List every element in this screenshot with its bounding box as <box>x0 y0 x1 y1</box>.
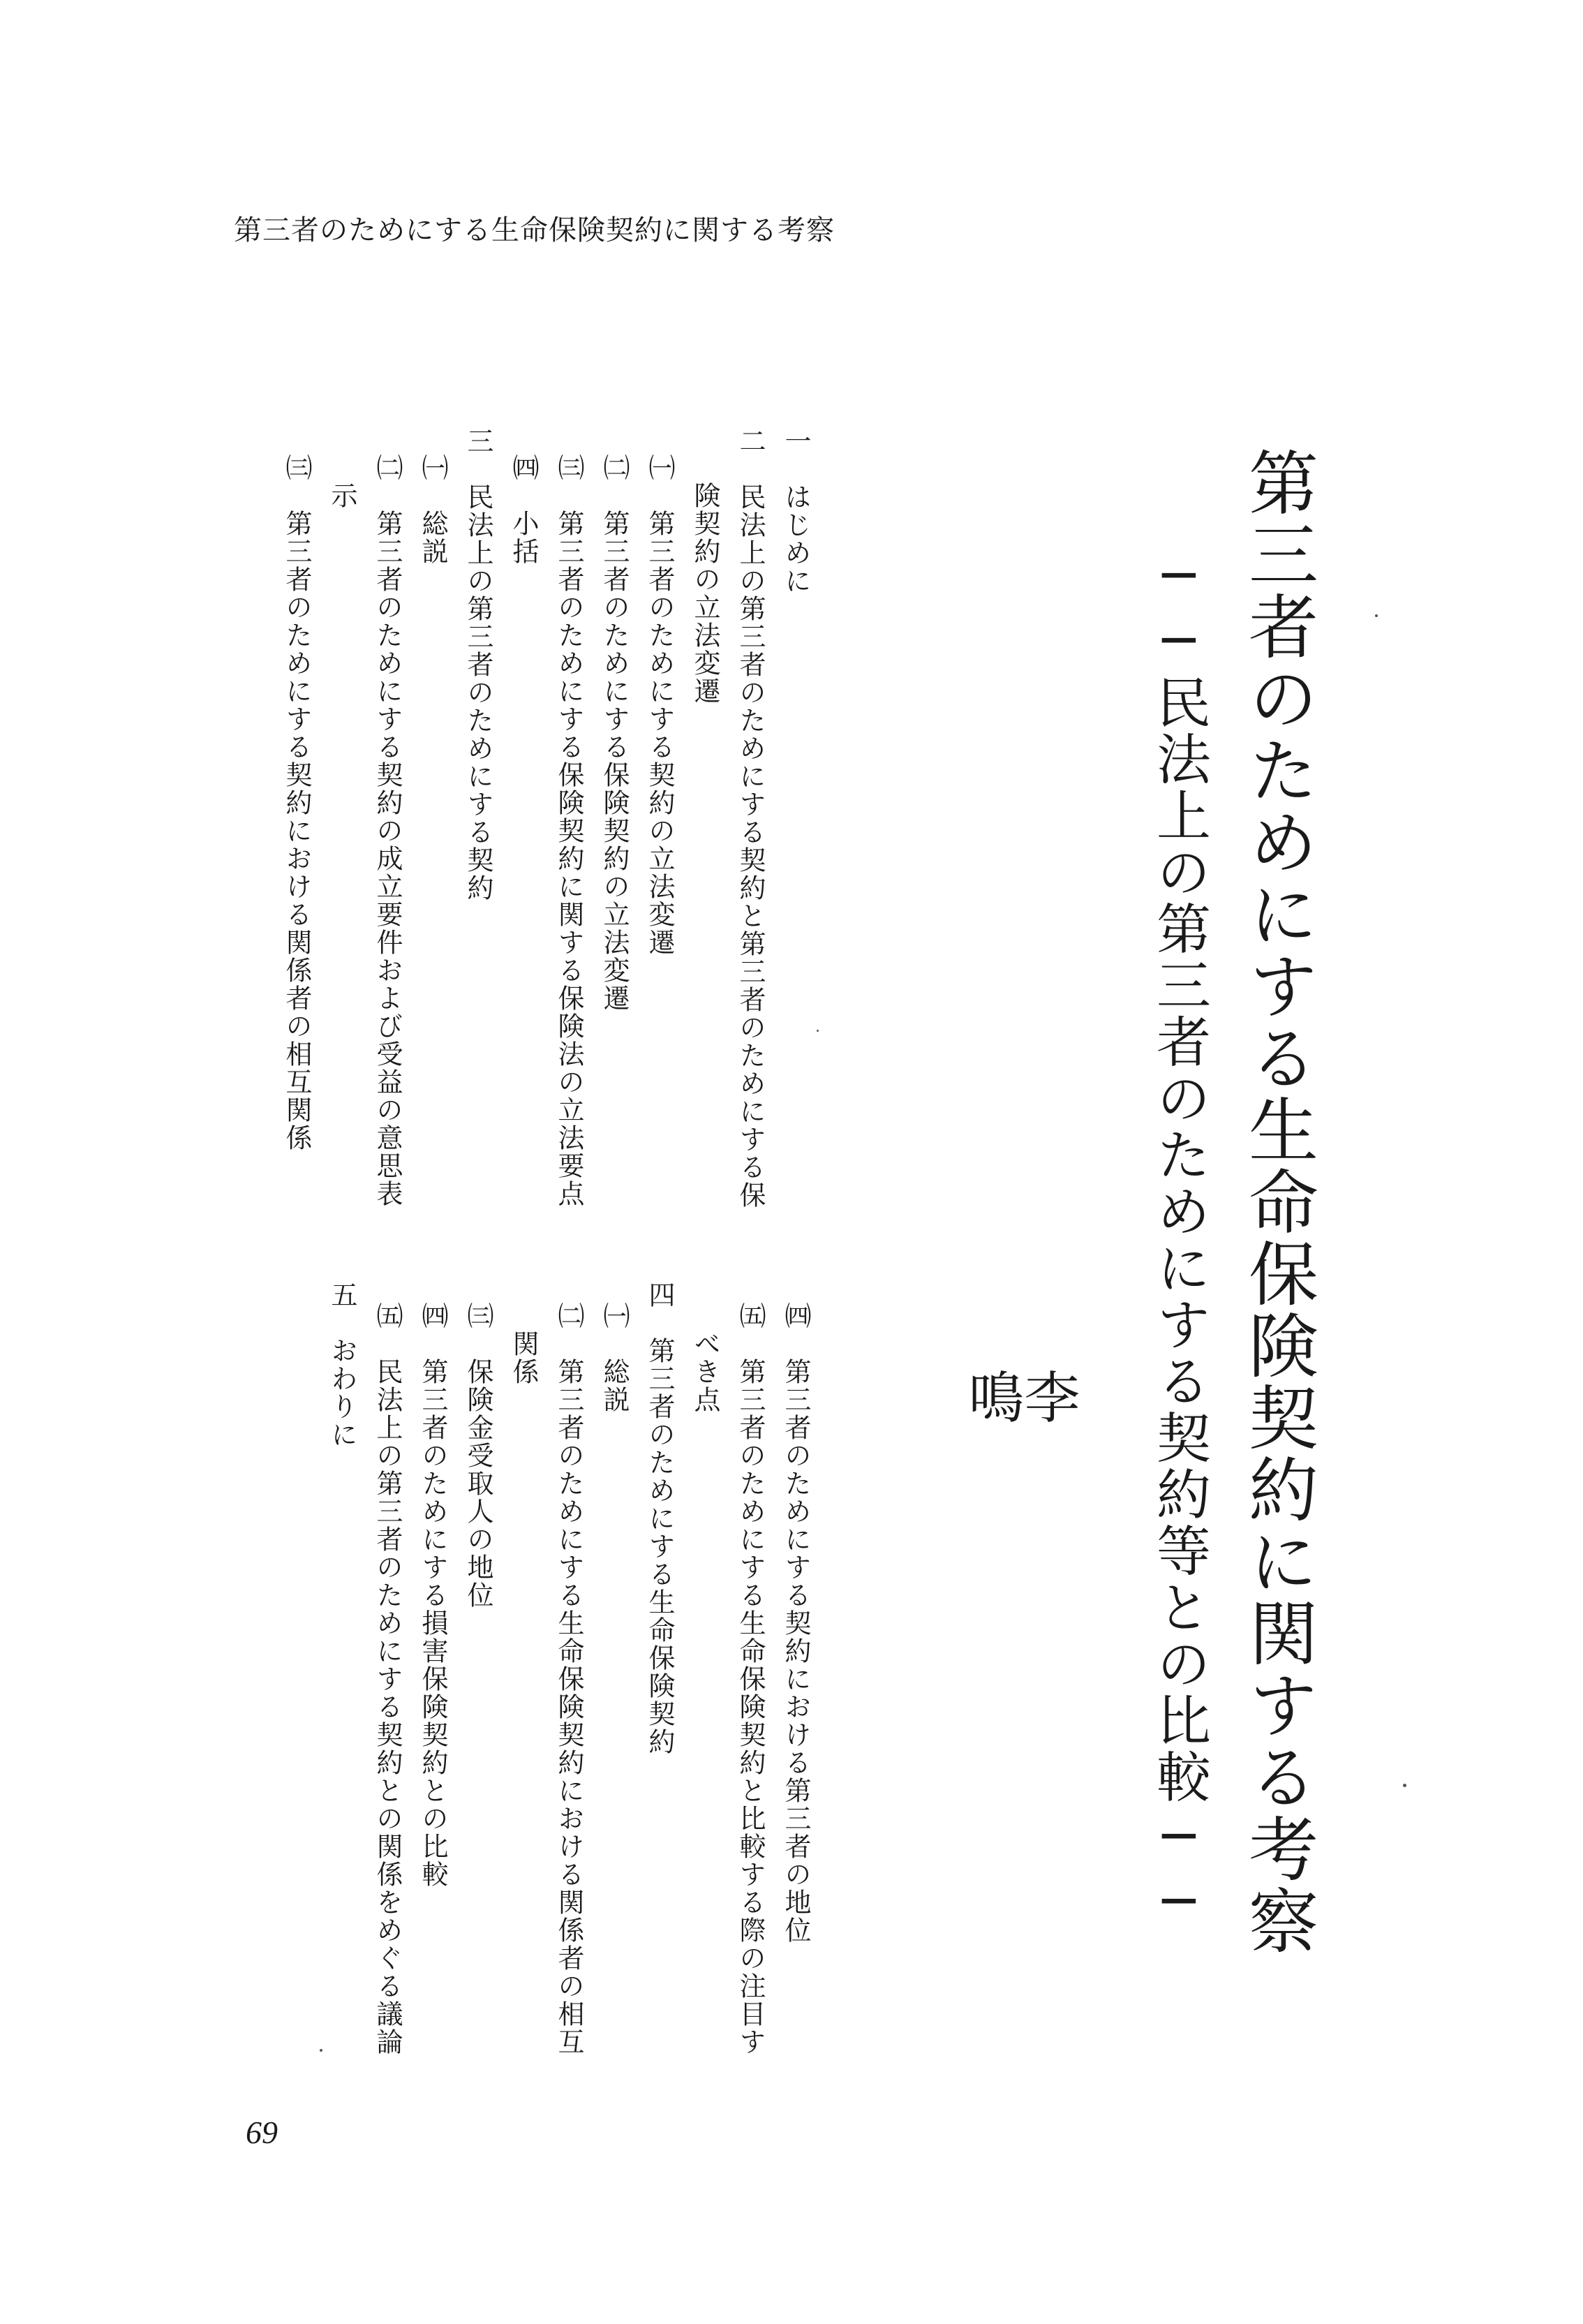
toc-line-7: 三 民法上の第三者のためにする契約 <box>463 427 493 902</box>
toc-line-4: ㈡ 第三者のためにする保険契約の立法変遷 <box>599 454 630 1012</box>
toc-line-2: 二 民法上の第三者のためにする契約と第三者のためにする保 <box>735 427 766 1209</box>
author-name <box>959 1368 1080 1724</box>
toc-line-5: ㈢ 第三者のためにする保険契約に関する保険法の立法要点 <box>553 454 584 1208</box>
article-subtitle: ──民法上の第三者のためにする契約等との比較── <box>1147 545 1210 1935</box>
author-given-name: 鳴 <box>959 1368 1024 1424</box>
toc-line-9: ㈡ 第三者のためにする契約の成立要件および受益の意思表 <box>372 454 403 1208</box>
author-family-name: 李 <box>1015 1368 1080 1424</box>
toc-line-3: ㈠ 第三者のためにする契約の立法変遷 <box>644 454 675 956</box>
toc-line-8: ㈠ 総説 <box>417 454 448 565</box>
toc-line-12-cont: べき点 <box>690 1330 720 1414</box>
toc-line-17: ㈣ 第三者のためにする損害保険契約との比較 <box>417 1302 448 1888</box>
toc-line-15-cont: 関係 <box>508 1330 539 1386</box>
scan-speck <box>817 1030 819 1032</box>
scan-speck <box>1403 1784 1406 1787</box>
toc-line-15: ㈡ 第三者のためにする生命保険契約における関係者の相互 <box>553 1302 584 2056</box>
toc-line-14: ㈠ 総説 <box>599 1302 630 1414</box>
toc-line-19: 五 おわりに <box>327 1281 357 1449</box>
toc-line-11: ㈣ 第三者のためにする契約における第三者の地位 <box>780 1302 811 1944</box>
toc-line-16: ㈢ 保険金受取人の地位 <box>463 1302 493 1609</box>
article-title: 第三者のためにする生命保険契約に関する考察 <box>1237 447 1318 1957</box>
running-header: 第三者のためにする生命保険契約に関する考察 <box>234 214 835 246</box>
toc-line-10: ㈢ 第三者のためにする契約における関係者の相互関係 <box>281 454 312 1152</box>
scan-speck <box>1375 614 1378 617</box>
scan-speck <box>320 2049 322 2052</box>
toc-line-13: 四 第三者のためにする生命保険契約 <box>644 1281 675 1756</box>
toc-line-9-cont: 示 <box>327 482 357 510</box>
toc-line-12: ㈤ 第三者のためにする生命保険契約と比較する際の注目す <box>735 1302 766 2056</box>
toc-line-2-cont: 険契約の立法変遷 <box>690 482 720 705</box>
toc-line-6: ㈣ 小括 <box>508 454 539 565</box>
page-number: 69 <box>246 2115 278 2150</box>
toc-line-1: 一 はじめに <box>780 427 811 595</box>
toc-line-18: ㈤ 民法上の第三者のためにする契約との関係をめぐる議論 <box>372 1302 403 2056</box>
